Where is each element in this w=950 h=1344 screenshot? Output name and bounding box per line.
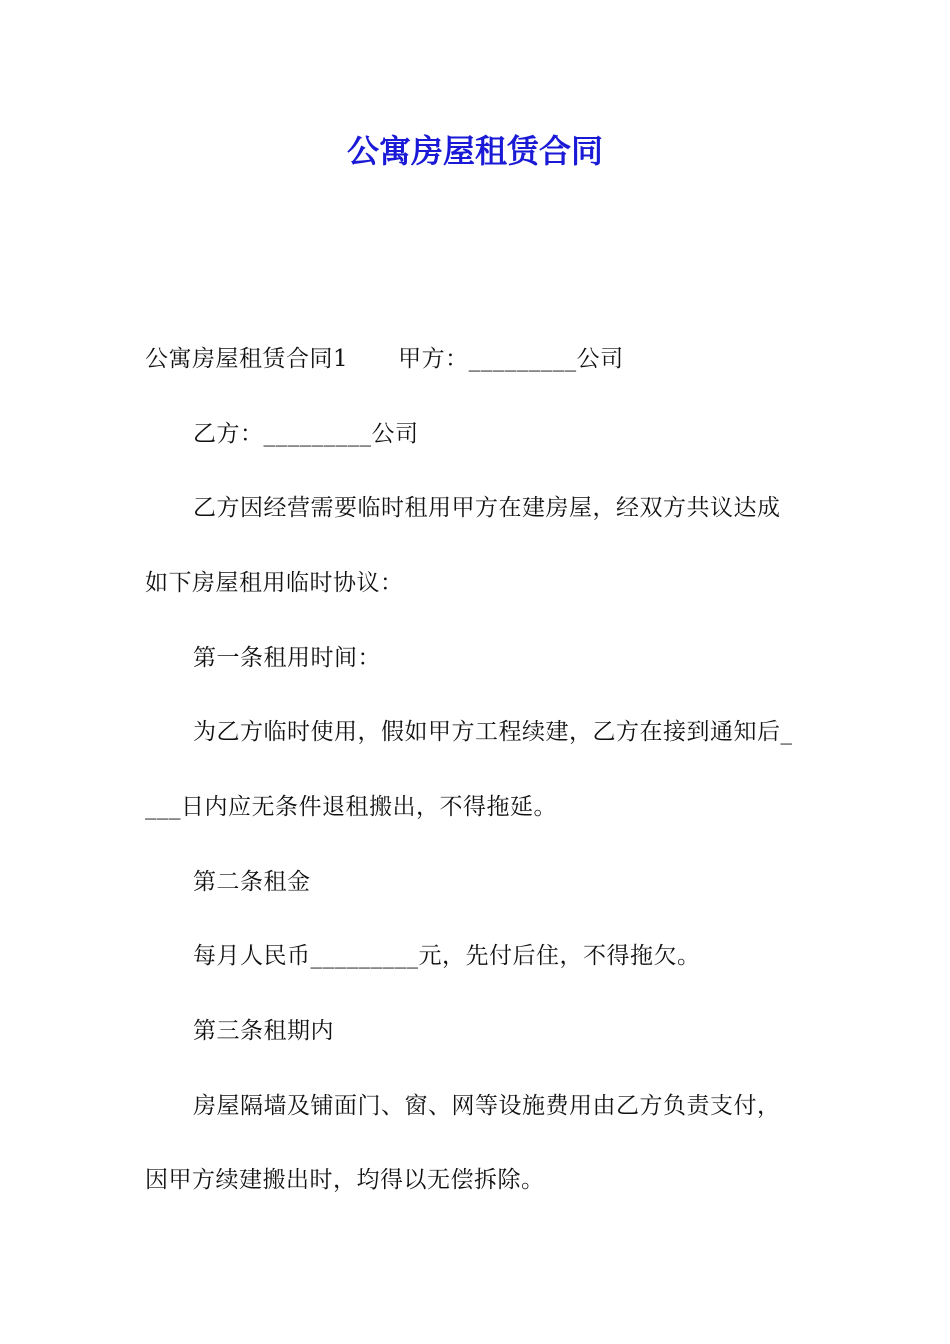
paragraph-line: 房屋隔墙及铺面门、窗、网等设施费用由乙方负责支付， — [193, 1093, 781, 1119]
paragraph-line: 乙方因经营需要临时租用甲方在建房屋，经双方共议达成 — [193, 495, 781, 521]
contract-header-line — [145, 343, 624, 375]
paragraph-line: 每月人民币_________元，先付后住，不得拖欠。 — [193, 943, 701, 969]
paragraph-line: 因甲方续建搬出时，均得以无偿拆除。 — [145, 1167, 545, 1193]
party-a-line: 甲方：_________公司 — [398, 346, 624, 372]
document-title: 公寓房屋租赁合同 — [346, 132, 603, 170]
paragraph-line: 为乙方临时使用，假如甲方工程续建，乙方在接到通知后_ — [193, 719, 793, 745]
clause-heading: 第二条租金 — [193, 869, 311, 895]
clause-heading: 第一条租用时间： — [193, 645, 381, 671]
contract-number-label: 公寓房屋租赁合同1 — [145, 346, 349, 372]
clause-heading: 第三条租期内 — [193, 1018, 334, 1044]
party-b-line: 乙方：_________公司 — [193, 421, 419, 447]
paragraph-line: 如下房屋租用临时协议： — [145, 570, 404, 596]
paragraph-line: ___日内应无条件退租搬出，不得拖延。 — [145, 794, 557, 820]
